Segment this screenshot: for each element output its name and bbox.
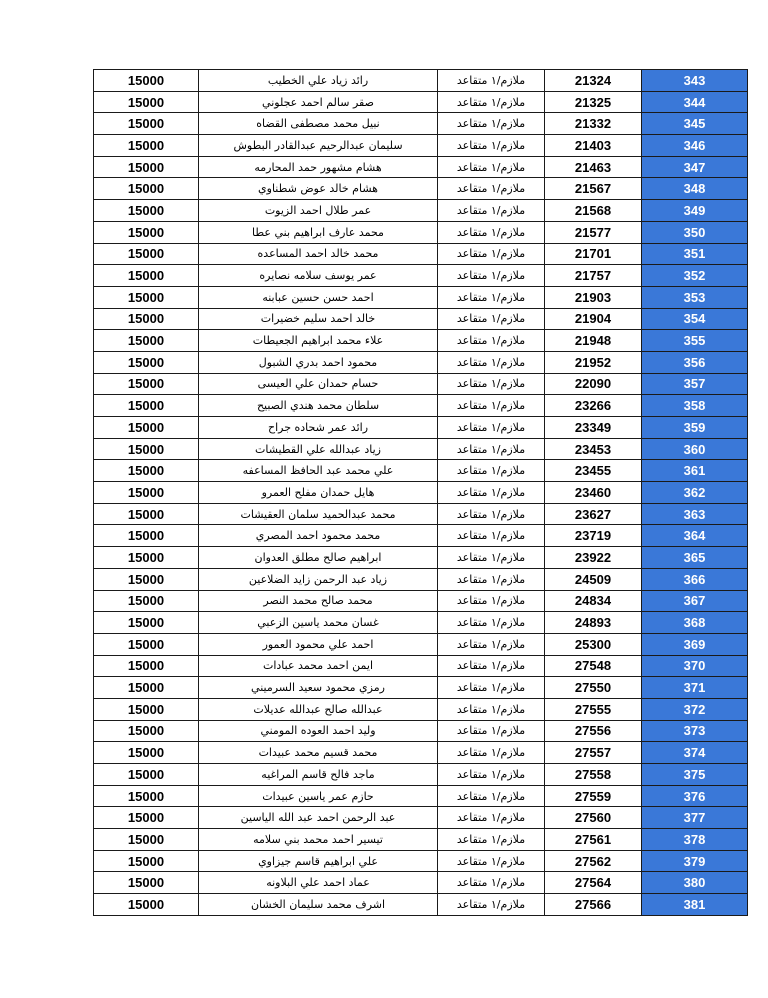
sequence-number-cell: 350 <box>642 221 748 243</box>
table-row <box>94 373 748 395</box>
id-number-cell: 23266 <box>545 395 642 417</box>
sequence-number-cell: 369 <box>642 633 748 655</box>
amount-cell: 15000 <box>94 894 199 916</box>
amount-cell: 15000 <box>94 286 199 308</box>
table-row <box>94 677 748 699</box>
roster-table <box>93 69 748 916</box>
id-number-cell: 21332 <box>545 113 642 135</box>
table-row <box>94 200 748 222</box>
rank-cell: ملازم/١ متقاعد <box>438 894 545 916</box>
rank-cell: ملازم/١ متقاعد <box>438 417 545 439</box>
name-cell: رائد زياد علي الخطيب <box>199 70 438 92</box>
amount-cell: 15000 <box>94 265 199 287</box>
sequence-number-cell: 370 <box>642 655 748 677</box>
table-row <box>94 178 748 200</box>
name-cell: زياد عبدالله علي القطيشات <box>199 438 438 460</box>
rank-cell: ملازم/١ متقاعد <box>438 460 545 482</box>
name-cell: وليد احمد العوده المومني <box>199 720 438 742</box>
id-number-cell: 24834 <box>545 590 642 612</box>
sequence-number-cell: 361 <box>642 460 748 482</box>
table-row <box>94 872 748 894</box>
name-cell: علي ابراهيم قاسم جيزاوي <box>199 850 438 872</box>
table-row <box>94 698 748 720</box>
id-number-cell: 21577 <box>545 221 642 243</box>
sequence-number-cell: 378 <box>642 829 748 851</box>
rank-cell: ملازم/١ متقاعد <box>438 156 545 178</box>
rank-cell: ملازم/١ متقاعد <box>438 590 545 612</box>
rank-cell: ملازم/١ متقاعد <box>438 568 545 590</box>
id-number-cell: 21701 <box>545 243 642 265</box>
id-number-cell: 27562 <box>545 850 642 872</box>
name-cell: محمد صالح محمد النصر <box>199 590 438 612</box>
amount-cell: 15000 <box>94 91 199 113</box>
amount-cell: 15000 <box>94 698 199 720</box>
sequence-number-cell: 355 <box>642 330 748 352</box>
name-cell: سلطان محمد هندي الصبيح <box>199 395 438 417</box>
amount-cell: 15000 <box>94 330 199 352</box>
table-row <box>94 286 748 308</box>
rank-cell: ملازم/١ متقاعد <box>438 633 545 655</box>
rank-cell: ملازم/١ متقاعد <box>438 438 545 460</box>
rank-cell: ملازم/١ متقاعد <box>438 200 545 222</box>
name-cell: محمد خالد احمد المساعده <box>199 243 438 265</box>
id-number-cell: 23922 <box>545 547 642 569</box>
sequence-number-cell: 358 <box>642 395 748 417</box>
id-number-cell: 21463 <box>545 156 642 178</box>
amount-cell: 15000 <box>94 785 199 807</box>
rank-cell: ملازم/١ متقاعد <box>438 308 545 330</box>
rank-cell: ملازم/١ متقاعد <box>438 221 545 243</box>
sequence-number-cell: 373 <box>642 720 748 742</box>
sequence-number-cell: 375 <box>642 764 748 786</box>
sequence-number-cell: 368 <box>642 612 748 634</box>
sequence-number-cell: 363 <box>642 503 748 525</box>
name-cell: ايمن احمد محمد عبادات <box>199 655 438 677</box>
sequence-number-cell: 343 <box>642 70 748 92</box>
rank-cell: ملازم/١ متقاعد <box>438 720 545 742</box>
rank-cell: ملازم/١ متقاعد <box>438 91 545 113</box>
amount-cell: 15000 <box>94 503 199 525</box>
rank-cell: ملازم/١ متقاعد <box>438 872 545 894</box>
id-number-cell: 21325 <box>545 91 642 113</box>
table-row <box>94 547 748 569</box>
amount-cell: 15000 <box>94 460 199 482</box>
amount-cell: 15000 <box>94 742 199 764</box>
name-cell: زياد عبد الرحمن زايد الضلاعين <box>199 568 438 590</box>
name-cell: محمود احمد بدري الشبول <box>199 351 438 373</box>
name-cell: خالد احمد سليم خضيرات <box>199 308 438 330</box>
table-row <box>94 113 748 135</box>
rank-cell: ملازم/١ متقاعد <box>438 330 545 352</box>
id-number-cell: 27561 <box>545 829 642 851</box>
sequence-number-cell: 347 <box>642 156 748 178</box>
sequence-number-cell: 376 <box>642 785 748 807</box>
table-row <box>94 351 748 373</box>
id-number-cell: 27566 <box>545 894 642 916</box>
sequence-number-cell: 353 <box>642 286 748 308</box>
amount-cell: 15000 <box>94 568 199 590</box>
amount-cell: 15000 <box>94 200 199 222</box>
amount-cell: 15000 <box>94 633 199 655</box>
sequence-number-cell: 352 <box>642 265 748 287</box>
amount-cell: 15000 <box>94 482 199 504</box>
id-number-cell: 21757 <box>545 265 642 287</box>
name-cell: علاء محمد ابراهيم الجعيطات <box>199 330 438 352</box>
amount-cell: 15000 <box>94 395 199 417</box>
amount-cell: 15000 <box>94 156 199 178</box>
table-row <box>94 894 748 916</box>
id-number-cell: 21568 <box>545 200 642 222</box>
name-cell: عمر طلال احمد الزيوت <box>199 200 438 222</box>
id-number-cell: 21904 <box>545 308 642 330</box>
sequence-number-cell: 351 <box>642 243 748 265</box>
table-row <box>94 265 748 287</box>
rank-cell: ملازم/١ متقاعد <box>438 698 545 720</box>
sequence-number-cell: 344 <box>642 91 748 113</box>
amount-cell: 15000 <box>94 417 199 439</box>
rank-cell: ملازم/١ متقاعد <box>438 482 545 504</box>
table-row <box>94 633 748 655</box>
id-number-cell: 21952 <box>545 351 642 373</box>
amount-cell: 15000 <box>94 70 199 92</box>
sequence-number-cell: 374 <box>642 742 748 764</box>
table-row <box>94 850 748 872</box>
rank-cell: ملازم/١ متقاعد <box>438 395 545 417</box>
rank-cell: ملازم/١ متقاعد <box>438 286 545 308</box>
sequence-number-cell: 372 <box>642 698 748 720</box>
rank-cell: ملازم/١ متقاعد <box>438 677 545 699</box>
name-cell: محمد قسيم محمد عبيدات <box>199 742 438 764</box>
id-number-cell: 24509 <box>545 568 642 590</box>
amount-cell: 15000 <box>94 612 199 634</box>
id-number-cell: 21903 <box>545 286 642 308</box>
table-row <box>94 612 748 634</box>
amount-cell: 15000 <box>94 373 199 395</box>
name-cell: محمد عارف ابراهيم بني عطا <box>199 221 438 243</box>
table-row <box>94 221 748 243</box>
rank-cell: ملازم/١ متقاعد <box>438 373 545 395</box>
rank-cell: ملازم/١ متقاعد <box>438 829 545 851</box>
name-cell: رائد عمر شحاده جراح <box>199 417 438 439</box>
table-row <box>94 70 748 92</box>
id-number-cell: 27550 <box>545 677 642 699</box>
table-row <box>94 482 748 504</box>
amount-cell: 15000 <box>94 221 199 243</box>
table-row <box>94 156 748 178</box>
sequence-number-cell: 360 <box>642 438 748 460</box>
id-number-cell: 27548 <box>545 655 642 677</box>
rank-cell: ملازم/١ متقاعد <box>438 503 545 525</box>
table-row <box>94 503 748 525</box>
amount-cell: 15000 <box>94 655 199 677</box>
rank-cell: ملازم/١ متقاعد <box>438 351 545 373</box>
table-row <box>94 525 748 547</box>
sequence-number-cell: 379 <box>642 850 748 872</box>
id-number-cell: 27558 <box>545 764 642 786</box>
rank-cell: ملازم/١ متقاعد <box>438 764 545 786</box>
table-row <box>94 330 748 352</box>
id-number-cell: 21567 <box>545 178 642 200</box>
rank-cell: ملازم/١ متقاعد <box>438 850 545 872</box>
amount-cell: 15000 <box>94 243 199 265</box>
sequence-number-cell: 348 <box>642 178 748 200</box>
id-number-cell: 21948 <box>545 330 642 352</box>
amount-cell: 15000 <box>94 438 199 460</box>
id-number-cell: 27559 <box>545 785 642 807</box>
table-row <box>94 590 748 612</box>
amount-cell: 15000 <box>94 308 199 330</box>
id-number-cell: 25300 <box>545 633 642 655</box>
id-number-cell: 23719 <box>545 525 642 547</box>
amount-cell: 15000 <box>94 135 199 157</box>
name-cell: نبيل محمد مصطفى القضاه <box>199 113 438 135</box>
id-number-cell: 23627 <box>545 503 642 525</box>
id-number-cell: 27556 <box>545 720 642 742</box>
table-row <box>94 655 748 677</box>
amount-cell: 15000 <box>94 807 199 829</box>
sequence-number-cell: 362 <box>642 482 748 504</box>
rank-cell: ملازم/١ متقاعد <box>438 178 545 200</box>
name-cell: احمد حسن حسين عبابنه <box>199 286 438 308</box>
name-cell: عبد الرحمن احمد عبد الله الياسين <box>199 807 438 829</box>
rank-cell: ملازم/١ متقاعد <box>438 612 545 634</box>
sequence-number-cell: 365 <box>642 547 748 569</box>
rank-cell: ملازم/١ متقاعد <box>438 113 545 135</box>
roster-table-body <box>94 70 748 916</box>
id-number-cell: 21403 <box>545 135 642 157</box>
name-cell: غسان محمد ياسين الزعبي <box>199 612 438 634</box>
table-row <box>94 395 748 417</box>
name-cell: علي محمد عبد الحافظ المساعفه <box>199 460 438 482</box>
table-row <box>94 829 748 851</box>
amount-cell: 15000 <box>94 590 199 612</box>
rank-cell: ملازم/١ متقاعد <box>438 265 545 287</box>
name-cell: عماد احمد علي البلاونه <box>199 872 438 894</box>
amount-cell: 15000 <box>94 829 199 851</box>
amount-cell: 15000 <box>94 720 199 742</box>
rank-cell: ملازم/١ متقاعد <box>438 547 545 569</box>
name-cell: حسام حمدان علي العيسى <box>199 373 438 395</box>
name-cell: رمزي محمود سعيد السرميني <box>199 677 438 699</box>
name-cell: تيسير احمد محمد بني سلامه <box>199 829 438 851</box>
amount-cell: 15000 <box>94 764 199 786</box>
table-row <box>94 308 748 330</box>
amount-cell: 15000 <box>94 677 199 699</box>
id-number-cell: 23349 <box>545 417 642 439</box>
name-cell: هايل حمدان مفلح العمرو <box>199 482 438 504</box>
id-number-cell: 27564 <box>545 872 642 894</box>
amount-cell: 15000 <box>94 178 199 200</box>
name-cell: ماجد فالح قاسم المراغيه <box>199 764 438 786</box>
rank-cell: ملازم/١ متقاعد <box>438 655 545 677</box>
name-cell: اشرف محمد سليمان الخشان <box>199 894 438 916</box>
sequence-number-cell: 381 <box>642 894 748 916</box>
rank-cell: ملازم/١ متقاعد <box>438 525 545 547</box>
table-row <box>94 785 748 807</box>
table-row <box>94 91 748 113</box>
name-cell: صقر سالم احمد عجلوني <box>199 91 438 113</box>
rank-cell: ملازم/١ متقاعد <box>438 70 545 92</box>
name-cell: عبدالله صالح عبدالله عديلات <box>199 698 438 720</box>
sequence-number-cell: 346 <box>642 135 748 157</box>
sequence-number-cell: 367 <box>642 590 748 612</box>
table-row <box>94 243 748 265</box>
name-cell: محمد عبدالحميد سلمان العقيشات <box>199 503 438 525</box>
table-row <box>94 807 748 829</box>
sequence-number-cell: 356 <box>642 351 748 373</box>
amount-cell: 15000 <box>94 547 199 569</box>
sequence-number-cell: 377 <box>642 807 748 829</box>
table-row <box>94 568 748 590</box>
id-number-cell: 23453 <box>545 438 642 460</box>
rank-cell: ملازم/١ متقاعد <box>438 243 545 265</box>
table-row <box>94 438 748 460</box>
id-number-cell: 27555 <box>545 698 642 720</box>
id-number-cell: 24893 <box>545 612 642 634</box>
sequence-number-cell: 357 <box>642 373 748 395</box>
table-row <box>94 742 748 764</box>
name-cell: هشام خالد عوض شطناوي <box>199 178 438 200</box>
sequence-number-cell: 345 <box>642 113 748 135</box>
amount-cell: 15000 <box>94 850 199 872</box>
sequence-number-cell: 366 <box>642 568 748 590</box>
name-cell: محمد محمود احمد المصري <box>199 525 438 547</box>
sequence-number-cell: 371 <box>642 677 748 699</box>
rank-cell: ملازم/١ متقاعد <box>438 807 545 829</box>
name-cell: ابراهيم صالح مطلق العدوان <box>199 547 438 569</box>
sequence-number-cell: 380 <box>642 872 748 894</box>
rank-cell: ملازم/١ متقاعد <box>438 785 545 807</box>
sequence-number-cell: 364 <box>642 525 748 547</box>
sequence-number-cell: 354 <box>642 308 748 330</box>
table-row <box>94 417 748 439</box>
name-cell: عمر يوسف سلامه نصايره <box>199 265 438 287</box>
amount-cell: 15000 <box>94 872 199 894</box>
name-cell: هشام مشهور حمد المحارمه <box>199 156 438 178</box>
id-number-cell: 27557 <box>545 742 642 764</box>
id-number-cell: 21324 <box>545 70 642 92</box>
id-number-cell: 22090 <box>545 373 642 395</box>
name-cell: احمد علي محمود العمور <box>199 633 438 655</box>
id-number-cell: 23460 <box>545 482 642 504</box>
amount-cell: 15000 <box>94 351 199 373</box>
name-cell: حازم عمر ياسين عبيدات <box>199 785 438 807</box>
table-row <box>94 764 748 786</box>
table-row <box>94 135 748 157</box>
table-row <box>94 720 748 742</box>
amount-cell: 15000 <box>94 525 199 547</box>
id-number-cell: 23455 <box>545 460 642 482</box>
amount-cell: 15000 <box>94 113 199 135</box>
sequence-number-cell: 359 <box>642 417 748 439</box>
table-row <box>94 460 748 482</box>
name-cell: سليمان عبدالرحيم عبدالقادر البطوش <box>199 135 438 157</box>
rank-cell: ملازم/١ متقاعد <box>438 135 545 157</box>
id-number-cell: 27560 <box>545 807 642 829</box>
rank-cell: ملازم/١ متقاعد <box>438 742 545 764</box>
sequence-number-cell: 349 <box>642 200 748 222</box>
